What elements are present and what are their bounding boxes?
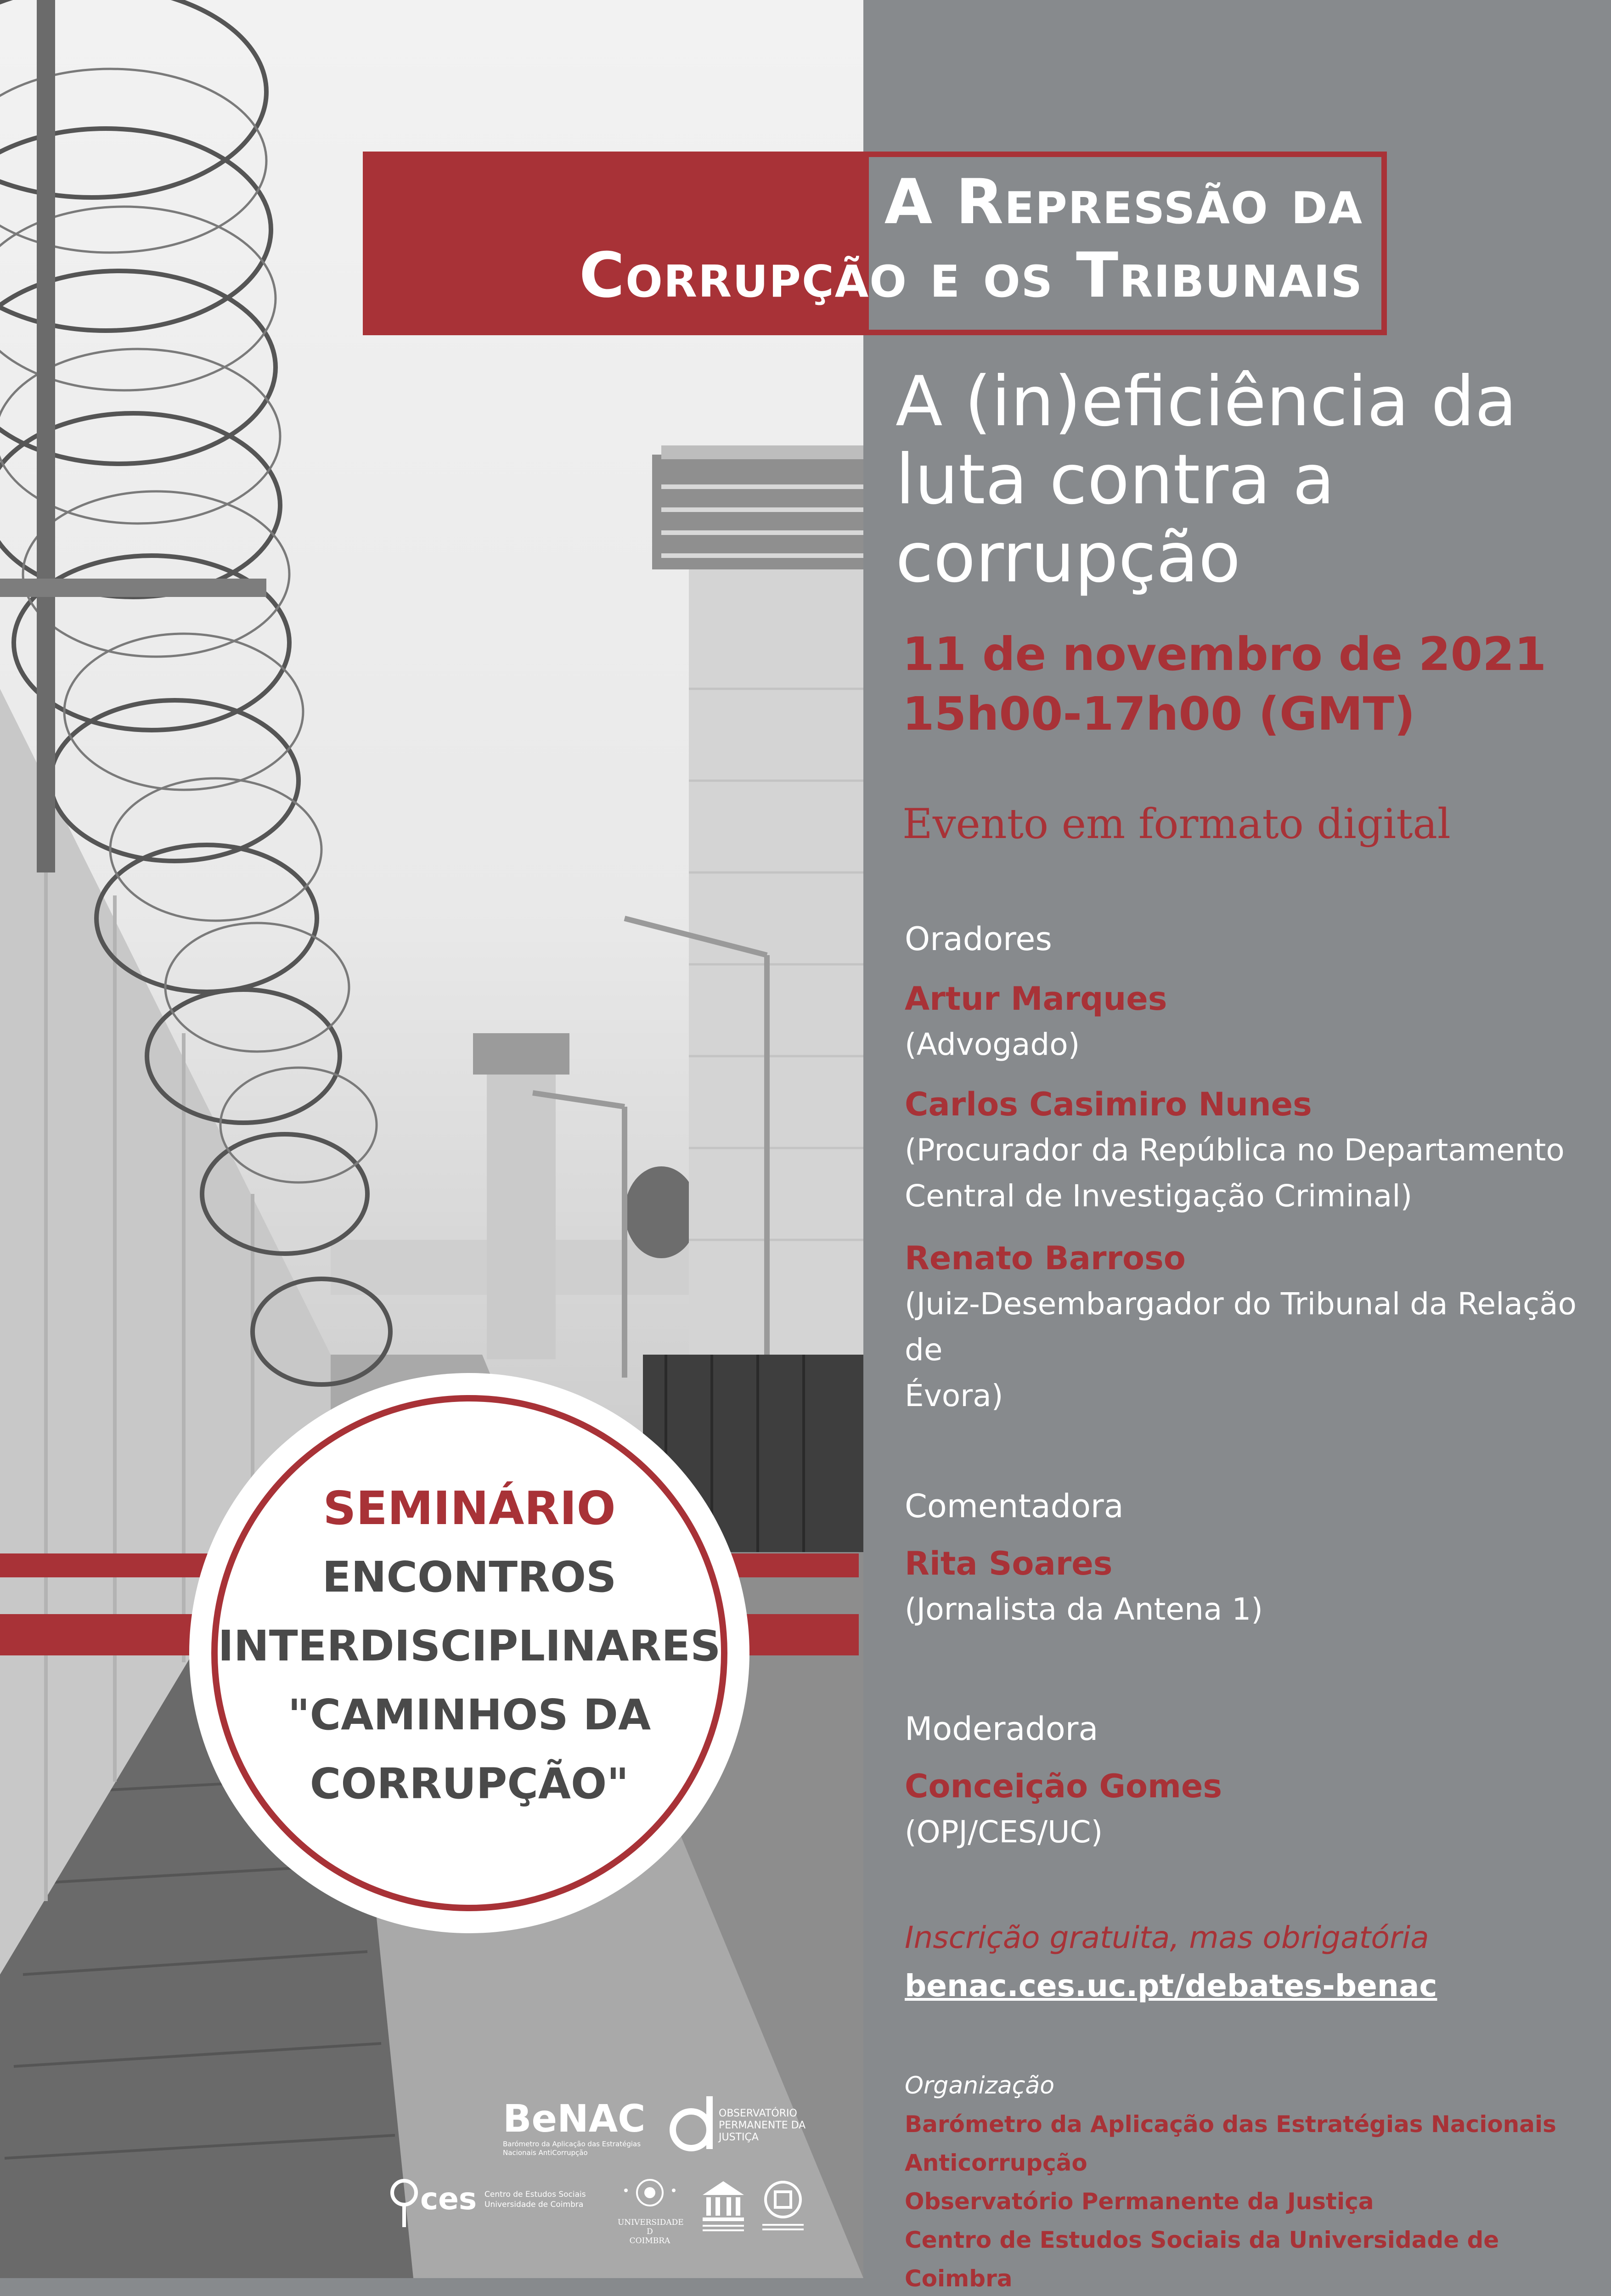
commentator-role: (Jornalista da Antena 1) [905, 1592, 1263, 1627]
ces-logo-text [484, 2189, 586, 2210]
moderator-role: (OPJ/CES/UC) [905, 1814, 1103, 1850]
uc-line: UNIVERSIDADE D [618, 2218, 684, 2236]
commentator-name: Rita Soares [905, 1545, 1113, 1582]
speaker-name: Artur Marques [905, 980, 1167, 1018]
event-title-line2: Corrupção e os Tribunais [579, 239, 1363, 311]
organization-label: Organização [905, 2072, 1055, 2099]
moderator-label: Moderadora [905, 1710, 1098, 1748]
organization-item: Barómetro da Aplicação das Estratégias Nacionais [905, 2111, 1556, 2138]
opj-logo-text [719, 2108, 806, 2144]
speaker-2 [905, 1081, 1594, 1219]
commentator-label: Comentadora [905, 1487, 1124, 1525]
benac-logo-mark: BeNAC [503, 2097, 646, 2141]
event-date: 11 de novembro de 2021 [902, 627, 1547, 681]
benac-logo-sub: Nacionais AntiCorrupção [503, 2149, 588, 2157]
speaker-role: (Advogado) [905, 1027, 1080, 1062]
opj-d-icon [666, 2094, 716, 2154]
opj-line: OBSERVATÓRIO [719, 2108, 797, 2119]
ces-logo-mark: ces [420, 2181, 477, 2217]
subtitle-line1: A (in)eficiência da [896, 362, 1517, 442]
organization-item: Anticorrupção [905, 2150, 1087, 2176]
organization [905, 2066, 1594, 2296]
speakers-label: Oradores [905, 920, 1052, 958]
moderator-name: Conceição Gomes [905, 1767, 1222, 1805]
speaker-role: (Juiz-Desembargador do Tribunal da Relação de [905, 1286, 1577, 1367]
moderator [905, 1763, 1594, 1855]
registration [905, 1915, 1594, 2011]
speaker-role: Central de Investigação Criminal) [905, 1178, 1413, 1214]
event-datetime [902, 625, 1591, 744]
uc-seal-icon [618, 2172, 682, 2216]
ces-logo [388, 2172, 590, 2232]
event-title-line1: A Repressão da [884, 166, 1363, 238]
unesco-logo [698, 2179, 749, 2239]
seminar-line: INTERDISCIPLINARES [218, 1621, 721, 1671]
event-time: 15h00-17h00 (GMT) [902, 687, 1415, 741]
uc-logo [618, 2172, 684, 2245]
heritage-logo [758, 2179, 808, 2239]
ces-person-icon [388, 2177, 425, 2232]
uc-line: COIMBRA [629, 2236, 670, 2245]
subtitle-line2: luta contra a [896, 440, 1335, 520]
seminar-kicker: SEMINÁRIO [323, 1481, 616, 1535]
event-format: Evento em formato digital [902, 800, 1451, 848]
speaker-1 [905, 976, 1594, 1068]
organization-item: Observatório Permanente da Justiça [905, 2188, 1374, 2215]
uc-logo-text [618, 2218, 682, 2245]
heritage-emblem-icon [758, 2179, 808, 2239]
opj-logo [666, 2094, 817, 2163]
commentator [905, 1541, 1594, 1632]
registration-note: Inscrição gratuita, mas obrigatória [905, 1920, 1429, 1955]
organization-item: Centro de Estudos Sociais da Universidade de Coimbra [905, 2227, 1499, 2292]
subtitle-line3: corrupção [896, 518, 1241, 598]
registration-link[interactable]: benac.ces.uc.pt/debates-benac [905, 1968, 1437, 2003]
ces-line: Universidade de Coimbra [484, 2200, 584, 2209]
speaker-name: Carlos Casimiro Nunes [905, 1086, 1312, 1123]
benac-logo-sub: Barómetro da Aplicação das Estratégias [503, 2140, 641, 2148]
unesco-temple-icon [698, 2179, 749, 2239]
seminar-line: "CAMINHOS DA [287, 1690, 651, 1739]
opj-line: PERMANENTE DA [719, 2120, 806, 2131]
event-subtitle [896, 363, 1584, 597]
opj-line: JUSTIÇA [719, 2132, 759, 2143]
event-title [307, 165, 1363, 312]
speaker-role: Évora) [905, 1378, 1003, 1413]
speaker-name: Renato Barroso [905, 1239, 1186, 1277]
seminar-line: CORRUPÇÃO" [310, 1759, 629, 1808]
speaker-role: (Procurador da República no Departamento [905, 1132, 1565, 1168]
seminar-badge-text [211, 1474, 727, 1818]
benac-logo [503, 2099, 654, 2157]
seminar-line: ENCONTROS [322, 1553, 617, 1602]
ces-line: Centro de Estudos Sociais [484, 2190, 586, 2199]
speaker-3 [905, 1235, 1594, 1419]
